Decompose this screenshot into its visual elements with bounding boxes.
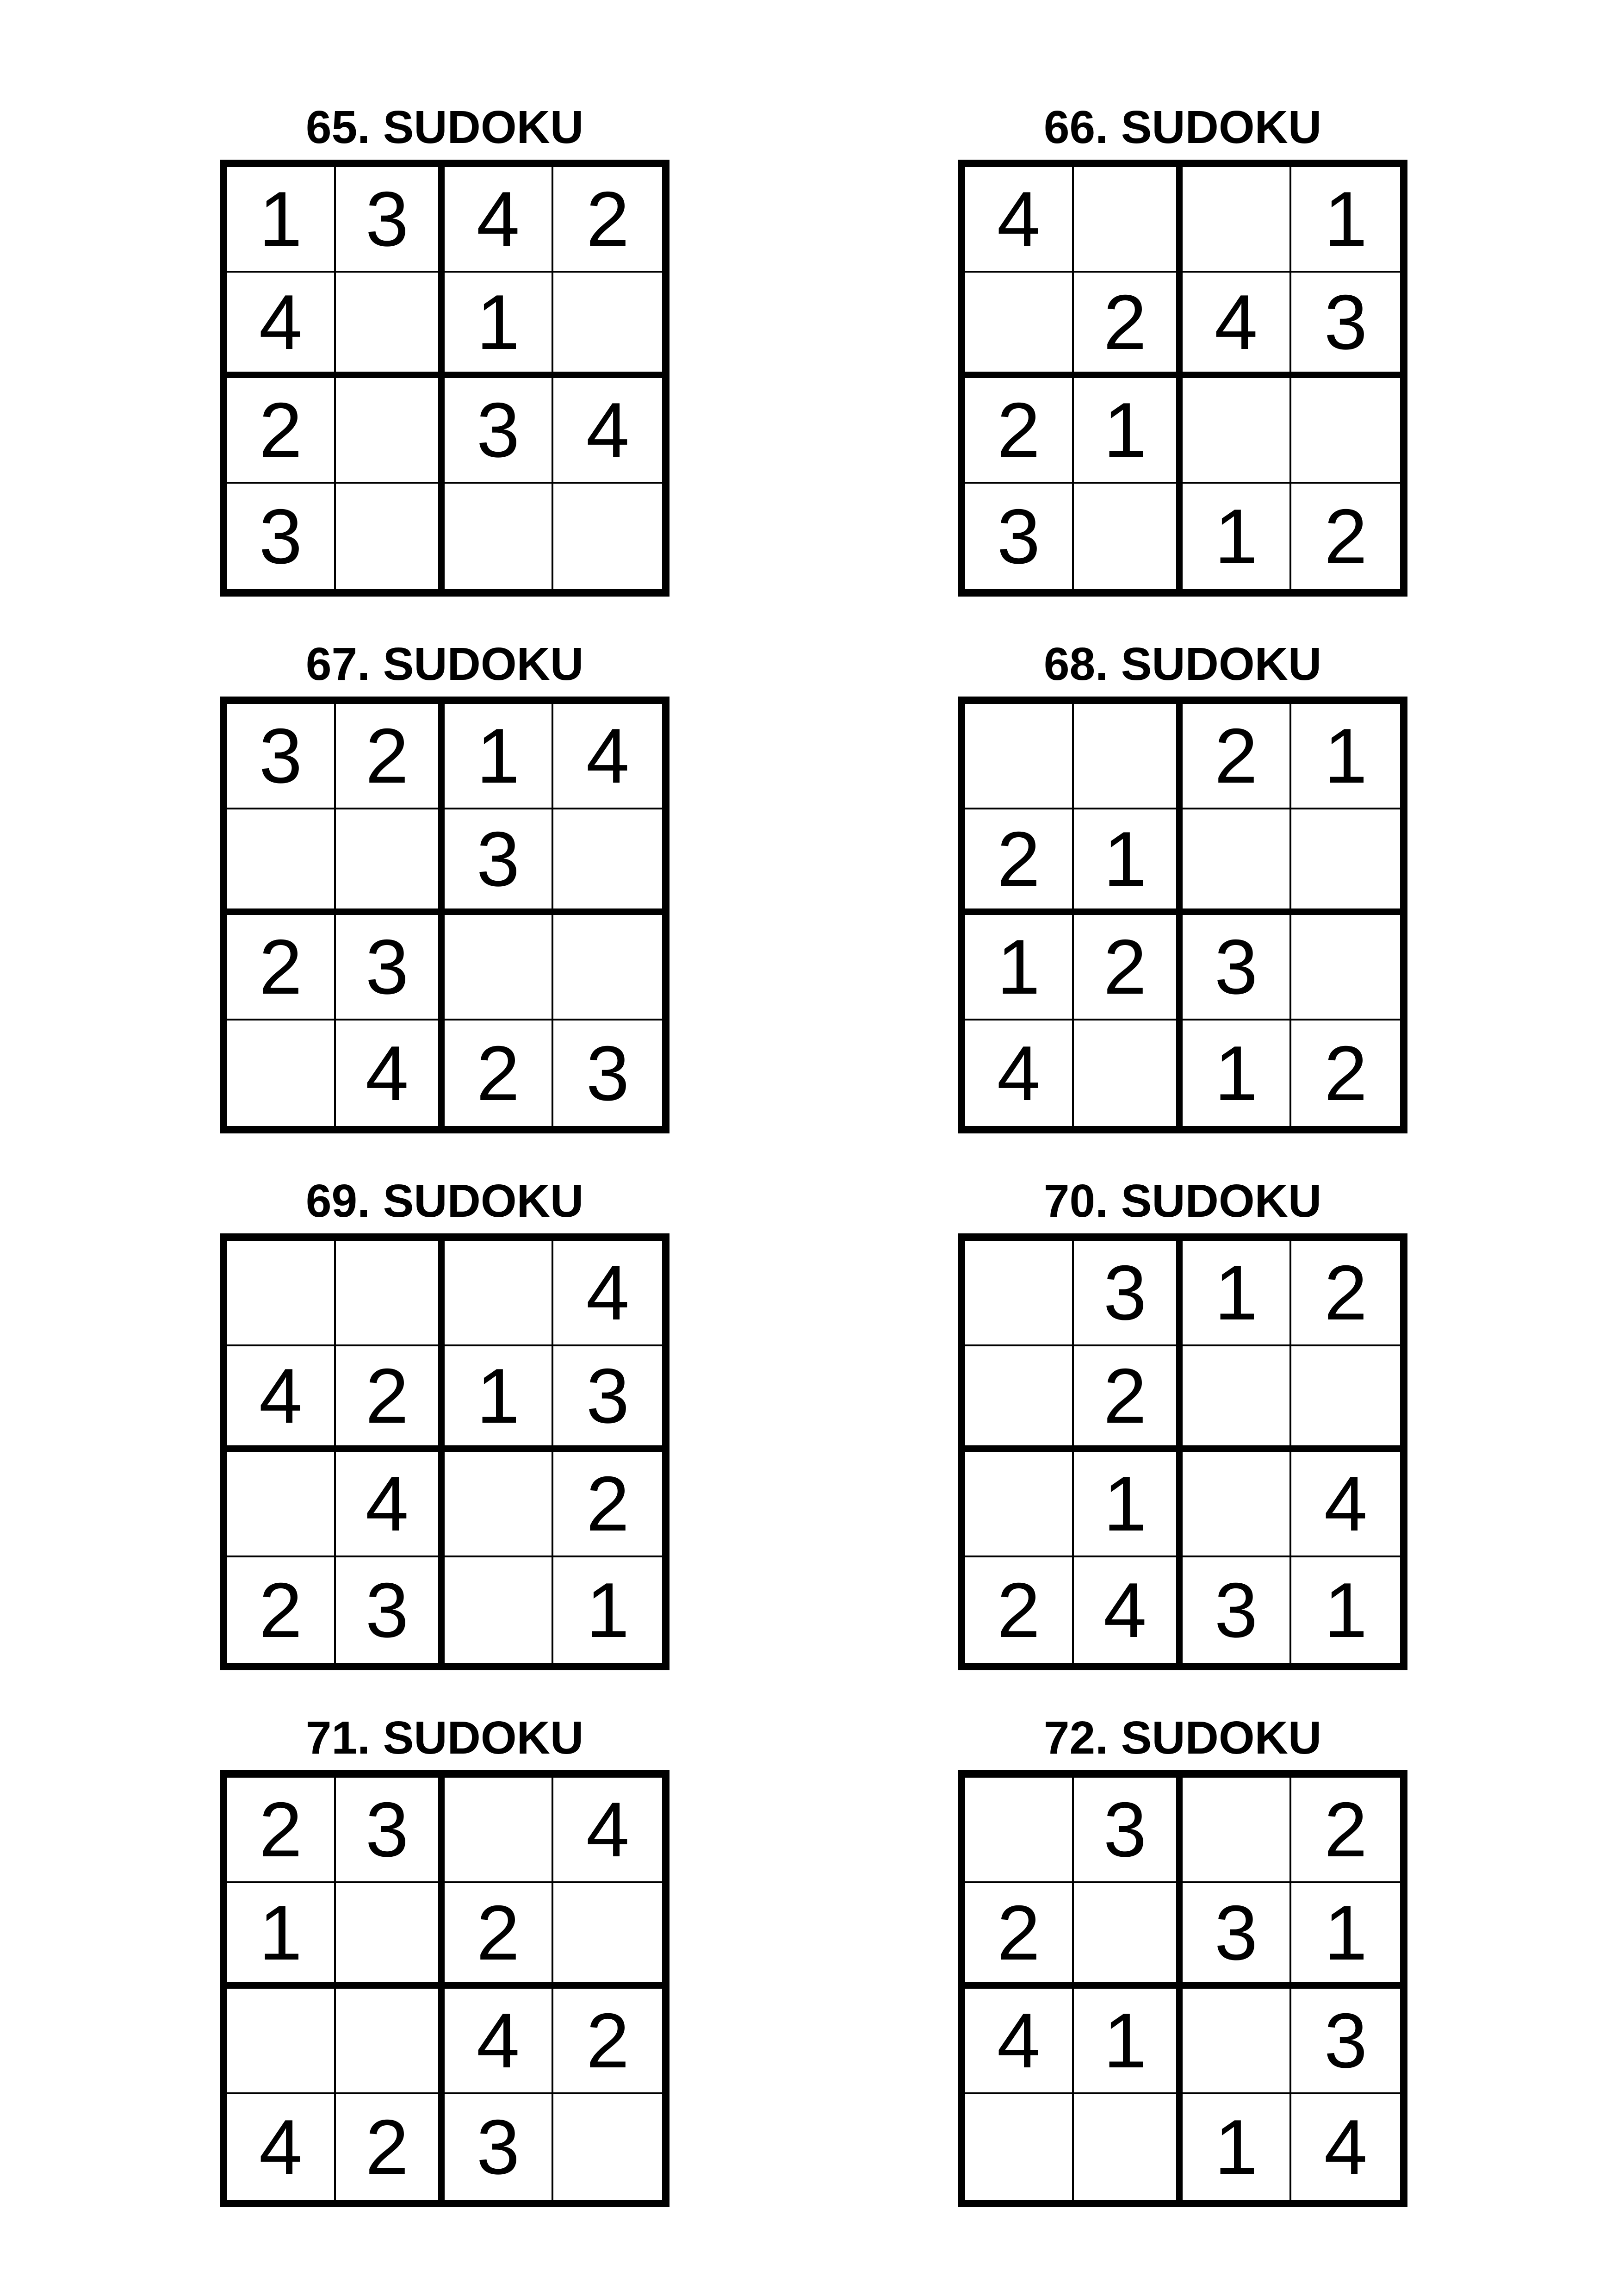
sudoku-cell[interactable] [1074,484,1183,589]
sudoku-cell[interactable]: 1 [445,273,553,378]
sudoku-grid [958,697,1407,1133]
sudoku-cell[interactable] [1074,167,1183,273]
sudoku-cell[interactable] [553,273,662,378]
sudoku-cell[interactable]: 2 [1074,273,1183,378]
sudoku-cell[interactable] [1291,809,1400,915]
sudoku-cell[interactable]: 3 [1183,1883,1291,1989]
sudoku-grid [220,1233,670,1670]
sudoku-cell[interactable]: 4 [553,704,662,809]
sudoku-cell[interactable] [336,378,445,484]
sudoku-cell[interactable] [336,484,445,589]
sudoku-cell[interactable] [227,1452,336,1557]
sudoku-cell[interactable]: 1 [1074,1989,1183,2094]
puzzle-title: 67. SUDOKU [305,638,584,690]
sudoku-cell[interactable] [965,273,1074,378]
sudoku-cell[interactable] [227,1989,336,2094]
puzzle-title: 72. SUDOKU [1043,1712,1322,1764]
sudoku-cell[interactable]: 3 [553,1346,662,1452]
sudoku-cell[interactable]: 3 [1291,1989,1400,2094]
sudoku-cell[interactable]: 1 [227,1883,336,1989]
sudoku-cell[interactable]: 2 [227,1557,336,1663]
sudoku-cell[interactable] [1074,1020,1183,1126]
sudoku-grid [958,160,1407,597]
sudoku-cell[interactable] [1074,704,1183,809]
sudoku-cell[interactable]: 1 [1183,1241,1291,1346]
sudoku-cell[interactable]: 2 [965,378,1074,484]
sudoku-cell[interactable] [553,2094,662,2200]
sudoku-cell[interactable]: 4 [1291,1452,1400,1557]
sudoku-cell[interactable] [1291,915,1400,1020]
sudoku-cell[interactable] [1183,167,1291,273]
sudoku-grid [958,1233,1407,1670]
sudoku-cell[interactable]: 2 [965,1883,1074,1989]
sudoku-cell[interactable] [965,1346,1074,1452]
sudoku-cell[interactable] [1291,1346,1400,1452]
sudoku-cell[interactable] [1074,1883,1183,1989]
sudoku-cell[interactable]: 3 [336,167,445,273]
sudoku-cell[interactable]: 2 [445,1883,553,1989]
sudoku-cell[interactable]: 4 [1074,1557,1183,1663]
sudoku-cell[interactable] [336,1883,445,1989]
sudoku-cell[interactable] [1183,1778,1291,1883]
sudoku-cell[interactable]: 3 [336,915,445,1020]
sudoku-cell[interactable]: 3 [1291,273,1400,378]
sudoku-cell[interactable]: 3 [227,704,336,809]
sudoku-cell[interactable]: 2 [336,2094,445,2200]
sudoku-cell[interactable]: 2 [227,378,336,484]
puzzle-title: 71. SUDOKU [305,1712,584,1764]
sudoku-cell[interactable]: 2 [1324,1030,1368,1117]
sudoku-cell[interactable] [445,915,553,1020]
sudoku-cell[interactable]: 2 [1291,1778,1400,1883]
sudoku-cell[interactable]: 2 [553,1989,662,2094]
sudoku-cell[interactable] [336,1241,445,1346]
sudoku-cell[interactable]: 4 [965,167,1074,273]
sudoku-cell[interactable] [965,2094,1074,2200]
sudoku-cell[interactable]: 2 [1324,493,1368,580]
puzzle-title: 69. SUDOKU [305,1175,584,1227]
sudoku-cell[interactable]: 4 [227,2094,336,2200]
sudoku-cell[interactable]: 3 [1183,1557,1291,1663]
sudoku-cell[interactable] [445,1778,553,1883]
sudoku-cell[interactable]: 3 [336,1778,445,1883]
sudoku-cell[interactable]: 2 [965,1557,1074,1663]
sudoku-cell[interactable]: 2 [1074,1346,1183,1452]
sudoku-cell[interactable]: 3 [1074,1241,1183,1346]
sudoku-cell[interactable]: 4 [965,1020,1074,1126]
sudoku-cell[interactable]: 2 [336,704,445,809]
sudoku-cell[interactable] [553,1883,662,1989]
sudoku-cell[interactable]: 2 [227,915,336,1020]
puzzle-title: 68. SUDOKU [1043,638,1322,690]
puzzle-title: 65. SUDOKU [305,101,584,153]
sudoku-cell[interactable]: 4 [1183,273,1291,378]
sudoku-cell[interactable] [965,704,1074,809]
sudoku-cell[interactable]: 3 [1183,915,1291,1020]
sudoku-cell[interactable]: 1 [1291,704,1400,809]
sudoku-cell[interactable]: 1 [1291,167,1400,273]
sudoku-cell[interactable]: 1 [1324,1567,1368,1654]
puzzle-title: 70. SUDOKU [1043,1175,1322,1227]
sudoku-cell[interactable]: 3 [1074,1778,1183,1883]
sudoku-cell[interactable] [445,1557,553,1663]
sudoku-cell[interactable] [553,915,662,1020]
sudoku-cell[interactable]: 4 [553,378,662,484]
sudoku-cell[interactable] [445,1452,553,1557]
sudoku-cell[interactable]: 1 [586,1567,630,1654]
sudoku-cell[interactable]: 2 [336,1346,445,1452]
sudoku-cell[interactable]: 1 [445,1346,553,1452]
sudoku-cell[interactable]: 1 [965,915,1074,1020]
sudoku-cell[interactable] [227,809,336,915]
sudoku-cell[interactable]: 4 [336,1020,445,1126]
sudoku-cell[interactable]: 4 [445,1989,553,2094]
sudoku-cell[interactable]: 2 [445,1020,553,1126]
sudoku-cell[interactable]: 1 [1183,484,1291,589]
sudoku-cell[interactable]: 1 [1074,1452,1183,1557]
sudoku-cell[interactable]: 4 [1324,2103,1368,2190]
sudoku-cell[interactable]: 2 [1074,915,1183,1020]
sudoku-cell[interactable]: 4 [336,1452,445,1557]
sudoku-cell[interactable] [445,484,553,589]
sudoku-cell[interactable]: 3 [445,378,553,484]
sudoku-cell[interactable]: 4 [553,1241,662,1346]
sudoku-cell[interactable]: 1 [1074,809,1183,915]
sudoku-grid [958,1770,1407,2207]
sudoku-cell[interactable] [1291,378,1400,484]
sudoku-grid [220,1770,670,2207]
sudoku-grid [220,160,670,597]
sudoku-cell[interactable] [227,1241,336,1346]
sudoku-cell[interactable]: 1 [1291,1883,1400,1989]
sudoku-cell[interactable]: 3 [227,484,336,589]
sudoku-cell[interactable]: 4 [227,1346,336,1452]
sudoku-cell[interactable] [965,1241,1074,1346]
sudoku-cell[interactable] [553,484,662,589]
sudoku-cell[interactable]: 4 [227,273,336,378]
sudoku-cell[interactable]: 1 [1074,378,1183,484]
sudoku-cell[interactable]: 2 [1183,704,1291,809]
sudoku-cell[interactable]: 3 [586,1030,630,1117]
sudoku-cell[interactable] [1183,378,1291,484]
sudoku-cell[interactable]: 4 [445,167,553,273]
sudoku-cell[interactable] [553,809,662,915]
sudoku-cell[interactable] [445,1241,553,1346]
sudoku-cell[interactable]: 1 [227,167,336,273]
puzzle-title: 66. SUDOKU [1043,101,1322,153]
sudoku-cell[interactable] [1183,1346,1291,1452]
sudoku-cell[interactable]: 4 [553,1778,662,1883]
sudoku-cell[interactable]: 1 [445,704,553,809]
sudoku-cell[interactable]: 3 [965,484,1074,589]
sudoku-cell[interactable]: 4 [965,1989,1074,2094]
sudoku-cell[interactable]: 2 [553,167,662,273]
sudoku-cell[interactable] [336,809,445,915]
sudoku-cell[interactable] [965,1778,1074,1883]
sudoku-cell[interactable]: 2 [227,1778,336,1883]
sudoku-cell[interactable]: 2 [965,809,1074,915]
sudoku-cell[interactable]: 3 [445,809,553,915]
sudoku-cell[interactable]: 3 [445,2094,553,2200]
sudoku-cell[interactable]: 1 [1183,2094,1291,2200]
sudoku-cell[interactable] [336,1989,445,2094]
sudoku-cell[interactable] [1183,809,1291,915]
sudoku-cell[interactable] [336,273,445,378]
sudoku-grid [220,697,670,1133]
sudoku-cell[interactable]: 1 [1183,1020,1291,1126]
sudoku-cell[interactable]: 2 [553,1452,662,1557]
sudoku-cell[interactable]: 3 [336,1557,445,1663]
sudoku-cell[interactable]: 2 [1291,1241,1400,1346]
sudoku-cell[interactable] [965,1452,1074,1557]
sudoku-cell[interactable] [1183,1452,1291,1557]
sudoku-cell[interactable] [227,1020,336,1126]
sudoku-cell[interactable] [1074,2094,1183,2200]
sudoku-cell[interactable] [1183,1989,1291,2094]
